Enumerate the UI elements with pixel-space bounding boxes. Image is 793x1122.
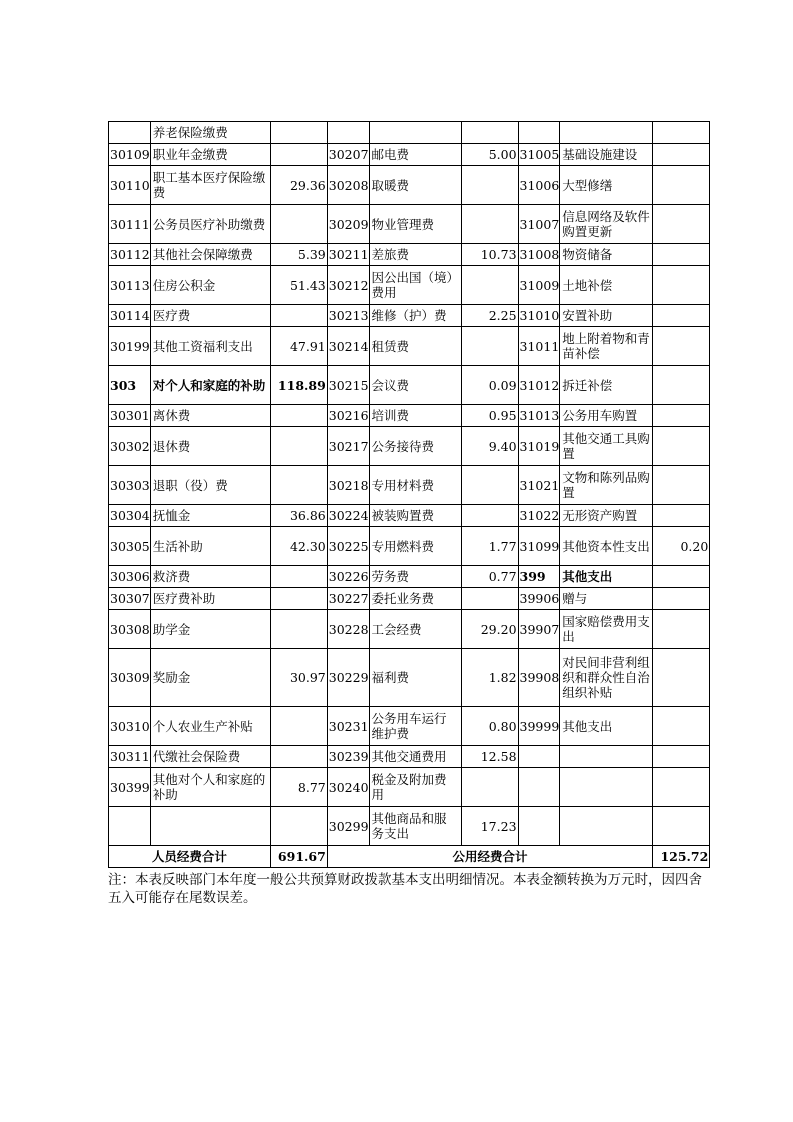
capital-item-cell: 对民间非营利组织和群众性自治组织补贴	[560, 649, 653, 707]
capital-amount-cell	[653, 244, 710, 266]
public-amount-cell: 17.23	[461, 807, 518, 846]
personnel-item-cell: 住房公积金	[150, 266, 270, 305]
capital-amount-cell: 0.20	[653, 527, 710, 566]
personnel-amount-cell	[270, 807, 327, 846]
capital-amount-cell	[653, 205, 710, 244]
personnel-item-cell: 生活补助	[150, 527, 270, 566]
public-code-cell: 30211	[327, 244, 369, 266]
public-item-cell: 差旅费	[369, 244, 461, 266]
capital-code-cell: 31011	[518, 327, 560, 366]
capital-amount-cell	[653, 807, 710, 846]
personnel-item-cell: 抚恤金	[150, 505, 270, 527]
capital-amount-cell	[653, 768, 710, 807]
capital-item-cell: 其他资本性支出	[560, 527, 653, 566]
capital-code-cell	[518, 768, 560, 807]
public-item-cell: 其他商品和服务支出	[369, 807, 461, 846]
totals-row	[109, 846, 710, 868]
public-item-cell: 被装购置费	[369, 505, 461, 527]
personnel-amount-cell	[270, 610, 327, 649]
table-row	[109, 166, 710, 205]
personnel-code-cell: 30305	[109, 527, 151, 566]
personnel-code-cell: 30308	[109, 610, 151, 649]
capital-amount-cell	[653, 144, 710, 166]
public-item-cell: 会议费	[369, 366, 461, 405]
capital-amount-cell	[653, 649, 710, 707]
personnel-amount-cell: 29.36	[270, 166, 327, 205]
table-row	[109, 527, 710, 566]
public-code-cell: 30214	[327, 327, 369, 366]
capital-code-cell: 31008	[518, 244, 560, 266]
capital-code-cell: 39908	[518, 649, 560, 707]
public-code-cell	[327, 122, 369, 144]
personnel-item-cell: 退休费	[150, 427, 270, 466]
capital-code-cell	[518, 807, 560, 846]
personnel-code-cell: 30302	[109, 427, 151, 466]
capital-amount-cell	[653, 366, 710, 405]
capital-code-cell: 31012	[518, 366, 560, 405]
public-amount-cell: 9.40	[461, 427, 518, 466]
personnel-code-cell: 30110	[109, 166, 151, 205]
public-code-cell: 30240	[327, 768, 369, 807]
capital-amount-cell	[653, 122, 710, 144]
personnel-code-cell: 30304	[109, 505, 151, 527]
capital-amount-cell	[653, 707, 710, 746]
public-code-cell: 30216	[327, 405, 369, 427]
personnel-code-cell: 30199	[109, 327, 151, 366]
personnel-amount-cell: 30.97	[270, 649, 327, 707]
personnel-code-cell: 30113	[109, 266, 151, 305]
public-item-cell: 工会经费	[369, 610, 461, 649]
table-row	[109, 122, 710, 144]
personnel-item-cell: 助学金	[150, 610, 270, 649]
table-row	[109, 466, 710, 505]
personnel-item-cell: 退职（役）费	[150, 466, 270, 505]
personnel-item-cell: 对个人和家庭的补助	[150, 366, 270, 405]
public-amount-cell	[461, 466, 518, 505]
table-row	[109, 588, 710, 610]
personnel-code-cell: 30306	[109, 566, 151, 588]
personnel-code-cell: 30311	[109, 746, 151, 768]
personnel-code-cell: 30301	[109, 405, 151, 427]
public-amount-cell	[461, 588, 518, 610]
personnel-item-cell: 个人农业生产补贴	[150, 707, 270, 746]
public-amount-cell: 0.80	[461, 707, 518, 746]
public-amount-cell	[461, 122, 518, 144]
public-code-cell: 30231	[327, 707, 369, 746]
table-footnote: 注：本表反映部门本年度一般公共预算财政拨款基本支出明细情况。本表金额转换为万元时，因四舍五入可能存在尾数误差。	[108, 872, 702, 906]
table-row	[109, 649, 710, 707]
public-item-cell: 租赁费	[369, 327, 461, 366]
personnel-item-cell: 职工基本医疗保险缴费	[150, 166, 270, 205]
public-item-cell: 因公出国（境）费用	[369, 266, 461, 305]
public-item-cell: 物业管理费	[369, 205, 461, 244]
capital-item-cell	[560, 768, 653, 807]
personnel-amount-cell: 8.77	[270, 768, 327, 807]
personnel-code-cell: 30114	[109, 305, 151, 327]
table-row	[109, 205, 710, 244]
capital-item-cell: 文物和陈列品购置	[560, 466, 653, 505]
personnel-item-cell: 其他对个人和家庭的补助	[150, 768, 270, 807]
capital-code-cell: 399	[518, 566, 560, 588]
public-item-cell: 其他交通费用	[369, 746, 461, 768]
personnel-code-cell: 30112	[109, 244, 151, 266]
public-item-cell: 专用燃料费	[369, 527, 461, 566]
table-row	[109, 505, 710, 527]
public-amount-cell: 1.77	[461, 527, 518, 566]
capital-code-cell	[518, 122, 560, 144]
personnel-code-cell: 30310	[109, 707, 151, 746]
personnel-item-cell	[150, 807, 270, 846]
personnel-code-cell	[109, 122, 151, 144]
table-row	[109, 707, 710, 746]
personnel-code-cell: 30303	[109, 466, 151, 505]
table-row	[109, 266, 710, 305]
capital-amount-cell	[653, 466, 710, 505]
capital-code-cell: 31006	[518, 166, 560, 205]
capital-code-cell: 31013	[518, 405, 560, 427]
public-amount-cell	[461, 327, 518, 366]
capital-item-cell	[560, 122, 653, 144]
capital-amount-cell	[653, 327, 710, 366]
public-total-label: 公用经费合计	[327, 846, 653, 868]
personnel-item-cell: 代缴社会保险费	[150, 746, 270, 768]
personnel-amount-cell	[270, 305, 327, 327]
table-row	[109, 427, 710, 466]
capital-code-cell: 31099	[518, 527, 560, 566]
public-code-cell: 30212	[327, 266, 369, 305]
personnel-code-cell: 30109	[109, 144, 151, 166]
public-item-cell: 公务用车运行维护费	[369, 707, 461, 746]
public-amount-cell: 1.82	[461, 649, 518, 707]
public-amount-cell: 0.09	[461, 366, 518, 405]
personnel-amount-cell	[270, 746, 327, 768]
capital-code-cell: 31005	[518, 144, 560, 166]
capital-code-cell: 31021	[518, 466, 560, 505]
public-item-cell: 维修（护）费	[369, 305, 461, 327]
personnel-code-cell	[109, 807, 151, 846]
table-row	[109, 144, 710, 166]
public-item-cell: 公务接待费	[369, 427, 461, 466]
capital-item-cell: 地上附着物和青苗补偿	[560, 327, 653, 366]
capital-item-cell: 拆迁补偿	[560, 366, 653, 405]
public-amount-cell	[461, 266, 518, 305]
personnel-code-cell: 30399	[109, 768, 151, 807]
public-code-cell: 30218	[327, 466, 369, 505]
capital-item-cell: 无形资产购置	[560, 505, 653, 527]
personnel-amount-cell	[270, 122, 327, 144]
capital-code-cell: 31007	[518, 205, 560, 244]
public-amount-cell: 2.25	[461, 305, 518, 327]
capital-item-cell: 赠与	[560, 588, 653, 610]
personnel-item-cell: 奖励金	[150, 649, 270, 707]
personnel-amount-cell	[270, 405, 327, 427]
public-amount-cell	[461, 166, 518, 205]
capital-amount-cell	[653, 405, 710, 427]
capital-amount-cell	[653, 746, 710, 768]
personnel-item-cell: 其他社会保障缴费	[150, 244, 270, 266]
public-item-cell: 专用材料费	[369, 466, 461, 505]
capital-item-cell	[560, 746, 653, 768]
public-code-cell: 30239	[327, 746, 369, 768]
public-code-cell: 30215	[327, 366, 369, 405]
public-amount-cell: 5.00	[461, 144, 518, 166]
capital-amount-cell	[653, 266, 710, 305]
capital-item-cell	[560, 807, 653, 846]
capital-code-cell	[518, 746, 560, 768]
capital-item-cell: 其他交通工具购置	[560, 427, 653, 466]
public-amount-cell	[461, 505, 518, 527]
personnel-amount-cell: 5.39	[270, 244, 327, 266]
public-amount-cell: 10.73	[461, 244, 518, 266]
table-row	[109, 366, 710, 405]
public-code-cell: 30224	[327, 505, 369, 527]
personnel-amount-cell	[270, 466, 327, 505]
personnel-code-cell: 303	[109, 366, 151, 405]
public-amount-cell	[461, 205, 518, 244]
capital-code-cell: 39906	[518, 588, 560, 610]
personnel-amount-cell: 118.89	[270, 366, 327, 405]
capital-code-cell: 31019	[518, 427, 560, 466]
capital-amount-cell	[653, 505, 710, 527]
personnel-amount-cell	[270, 427, 327, 466]
capital-item-cell: 土地补偿	[560, 266, 653, 305]
table-row	[109, 768, 710, 807]
public-code-cell: 30213	[327, 305, 369, 327]
public-code-cell: 30207	[327, 144, 369, 166]
capital-item-cell: 信息网络及软件购置更新	[560, 205, 653, 244]
personnel-code-cell: 30309	[109, 649, 151, 707]
public-total-value: 125.72	[653, 846, 710, 868]
capital-item-cell: 国家赔偿费用支出	[560, 610, 653, 649]
public-item-cell: 税金及附加费用	[369, 768, 461, 807]
public-item-cell: 福利费	[369, 649, 461, 707]
personnel-amount-cell: 51.43	[270, 266, 327, 305]
capital-item-cell: 基础设施建设	[560, 144, 653, 166]
table-row	[109, 305, 710, 327]
personnel-item-cell: 公务员医疗补助缴费	[150, 205, 270, 244]
capital-item-cell: 其他支出	[560, 707, 653, 746]
personnel-amount-cell: 47.91	[270, 327, 327, 366]
capital-code-cell: 31009	[518, 266, 560, 305]
table-row	[109, 746, 710, 768]
public-item-cell: 委托业务费	[369, 588, 461, 610]
table-row	[109, 244, 710, 266]
table-row	[109, 566, 710, 588]
capital-code-cell: 39999	[518, 707, 560, 746]
public-code-cell: 30225	[327, 527, 369, 566]
personnel-code-cell: 30111	[109, 205, 151, 244]
capital-item-cell: 安置补助	[560, 305, 653, 327]
public-item-cell: 取暖费	[369, 166, 461, 205]
personnel-amount-cell	[270, 588, 327, 610]
capital-amount-cell	[653, 305, 710, 327]
personnel-item-cell: 离休费	[150, 405, 270, 427]
public-amount-cell: 0.77	[461, 566, 518, 588]
public-code-cell: 30229	[327, 649, 369, 707]
public-amount-cell	[461, 768, 518, 807]
public-amount-cell: 29.20	[461, 610, 518, 649]
public-amount-cell: 0.95	[461, 405, 518, 427]
capital-item-cell: 公务用车购置	[560, 405, 653, 427]
personnel-total-label: 人员经费合计	[109, 846, 271, 868]
personnel-amount-cell: 42.30	[270, 527, 327, 566]
capital-amount-cell	[653, 610, 710, 649]
personnel-total-value: 691.67	[270, 846, 327, 868]
personnel-amount-cell: 36.86	[270, 505, 327, 527]
personnel-amount-cell	[270, 566, 327, 588]
personnel-item-cell: 医疗费补助	[150, 588, 270, 610]
table-row	[109, 327, 710, 366]
public-code-cell: 30226	[327, 566, 369, 588]
capital-item-cell: 大型修缮	[560, 166, 653, 205]
public-code-cell: 30227	[327, 588, 369, 610]
public-amount-cell: 12.58	[461, 746, 518, 768]
public-item-cell: 邮电费	[369, 144, 461, 166]
personnel-item-cell: 职业年金缴费	[150, 144, 270, 166]
expenditure-detail-table	[108, 121, 710, 868]
public-code-cell: 30217	[327, 427, 369, 466]
capital-amount-cell	[653, 566, 710, 588]
personnel-amount-cell	[270, 707, 327, 746]
table-row	[109, 807, 710, 846]
capital-code-cell: 31010	[518, 305, 560, 327]
capital-item-cell: 物资储备	[560, 244, 653, 266]
capital-amount-cell	[653, 427, 710, 466]
table-row	[109, 405, 710, 427]
personnel-item-cell: 养老保险缴费	[150, 122, 270, 144]
capital-item-cell: 其他支出	[560, 566, 653, 588]
personnel-item-cell: 医疗费	[150, 305, 270, 327]
public-item-cell: 劳务费	[369, 566, 461, 588]
personnel-amount-cell	[270, 205, 327, 244]
capital-amount-cell	[653, 588, 710, 610]
table-row	[109, 610, 710, 649]
personnel-item-cell: 其他工资福利支出	[150, 327, 270, 366]
public-code-cell: 30228	[327, 610, 369, 649]
public-item-cell	[369, 122, 461, 144]
public-item-cell: 培训费	[369, 405, 461, 427]
capital-code-cell: 31022	[518, 505, 560, 527]
personnel-code-cell: 30307	[109, 588, 151, 610]
capital-code-cell: 39907	[518, 610, 560, 649]
public-code-cell: 30299	[327, 807, 369, 846]
personnel-amount-cell	[270, 144, 327, 166]
personnel-item-cell: 救济费	[150, 566, 270, 588]
public-code-cell: 30208	[327, 166, 369, 205]
capital-amount-cell	[653, 166, 710, 205]
public-code-cell: 30209	[327, 205, 369, 244]
